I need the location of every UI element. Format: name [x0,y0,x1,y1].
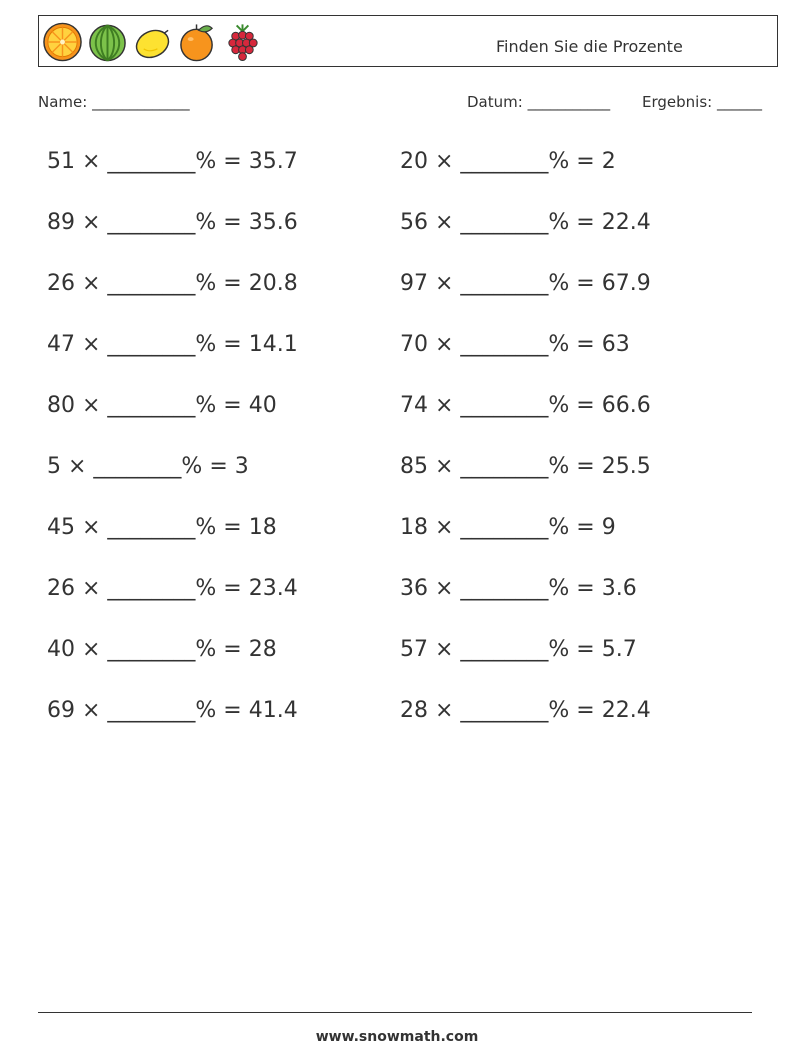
problem-right-2[interactable]: 56 × ________% = 22.4 [400,210,651,235]
orange-icon [177,21,218,63]
result-field[interactable]: Ergebnis: ______ [642,93,762,111]
problem-left-8[interactable]: 26 × ________% = 23.4 [47,576,298,601]
problem-right-9[interactable]: 57 × ________% = 5.7 [400,637,637,662]
problem-left-5[interactable]: 80 × ________% = 40 [47,393,277,418]
orange-slice-icon [42,21,83,63]
date-field[interactable]: Datum: ___________ [467,93,611,111]
problem-right-1[interactable]: 20 × ________% = 2 [400,149,616,174]
raspberry-icon [222,21,263,63]
problem-right-8[interactable]: 36 × ________% = 3.6 [400,576,637,601]
footer-website[interactable]: www.snowmath.com [315,1029,479,1045]
problem-left-9[interactable]: 40 × ________% = 28 [47,637,277,662]
problem-left-2[interactable]: 89 × ________% = 35.6 [47,210,298,235]
problem-right-5[interactable]: 74 × ________% = 66.6 [400,393,651,418]
lemon-icon [132,21,173,63]
problem-right-3[interactable]: 97 × ________% = 67.9 [400,271,651,296]
problem-left-6[interactable]: 5 × ________% = 3 [47,454,249,479]
problem-right-4[interactable]: 70 × ________% = 63 [400,332,630,357]
problem-left-3[interactable]: 26 × ________% = 20.8 [47,271,298,296]
problem-left-7[interactable]: 45 × ________% = 18 [47,515,277,540]
watermelon-icon [87,21,128,63]
problem-right-6[interactable]: 85 × ________% = 25.5 [400,454,651,479]
problem-right-7[interactable]: 18 × ________% = 9 [400,515,616,540]
header-box [38,15,778,67]
problem-left-1[interactable]: 51 × ________% = 35.7 [47,149,298,174]
problem-left-4[interactable]: 47 × ________% = 14.1 [47,332,298,357]
page-title: Finden Sie die Prozente [496,37,683,56]
fruit-icons [42,21,263,63]
footer-divider [38,1012,752,1013]
problem-left-10[interactable]: 69 × ________% = 41.4 [47,698,298,723]
name-field[interactable]: Name: _____________ [38,93,190,111]
problem-right-10[interactable]: 28 × ________% = 22.4 [400,698,651,723]
